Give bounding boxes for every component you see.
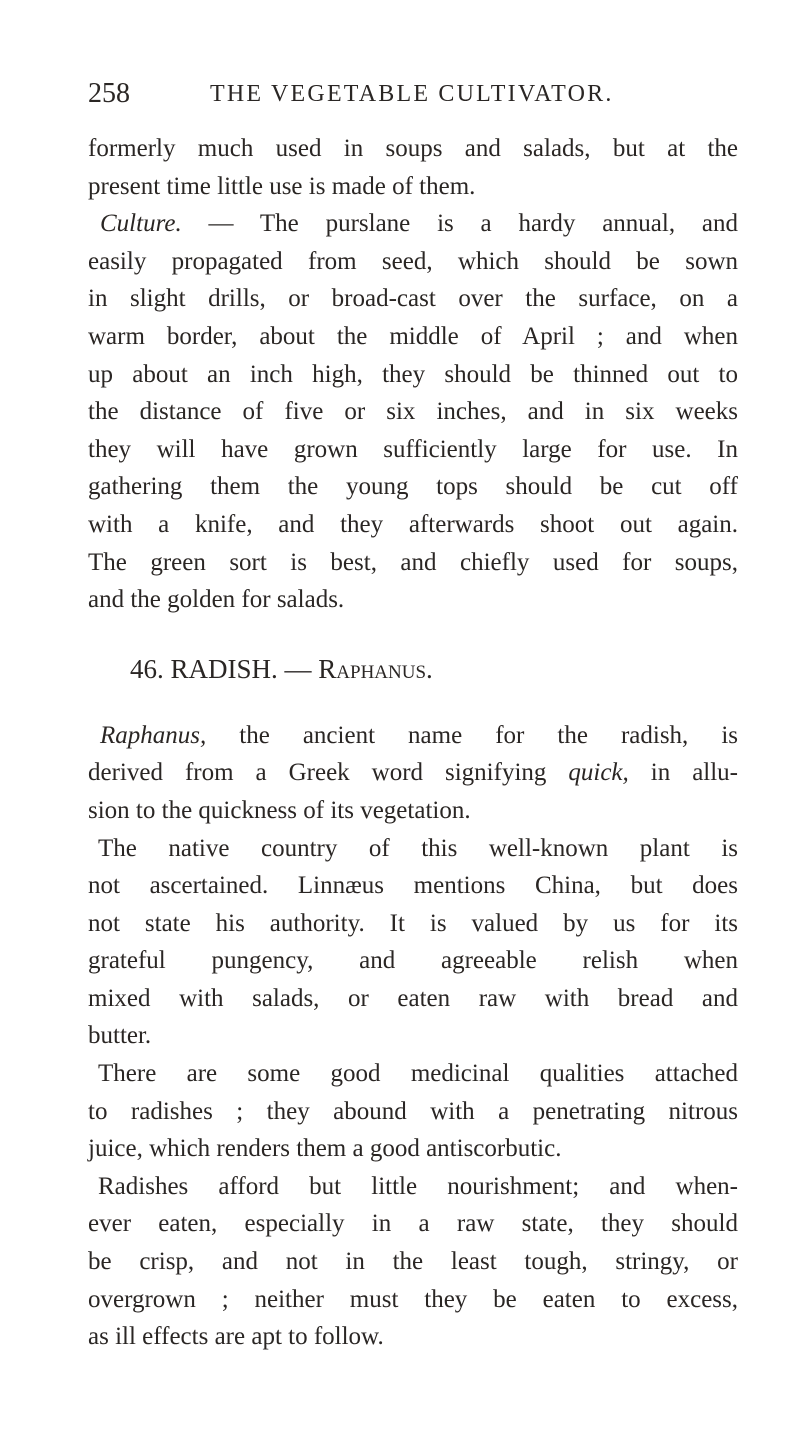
text-line: gathering them the young tops should be cut off — [88, 473, 738, 501]
italic-word: quick, — [568, 759, 629, 787]
text-line: formerly much used in soups and salads, but at the — [88, 135, 738, 162]
text-line: to radishes ; they abound with a penetrating nitrous — [88, 1097, 738, 1125]
text-line: ever eaten, especially in a raw state, they should — [88, 1210, 738, 1238]
section-heading — [88, 641, 738, 697]
text-line: up about an inch high, they should be thinned out to — [88, 360, 738, 388]
culture-label: Culture. — [100, 210, 182, 238]
page-number: 258 — [88, 78, 130, 109]
section-heading-latin: Raphanus. — [318, 653, 433, 684]
text-line: Radishes afford but little nourishment; and when- — [98, 1172, 738, 1200]
text-line: grateful pungency, and agreeable relish when — [88, 947, 738, 975]
section-heading-title: 46. RADISH. — — [130, 653, 319, 684]
text-line: with a knife, and they afterwards shoot out again. — [88, 510, 738, 538]
text-line: mixed with salads, or eaten raw with bread and — [88, 984, 738, 1012]
text-line: present time little use is made of them. — [88, 172, 476, 200]
text-line: juice, which renders them a good antiscorbutic. — [88, 1135, 562, 1163]
text-fragment: the ancient name for the radish, is — [206, 721, 738, 749]
text-line: not state his authority. It is valued by us for its — [88, 909, 738, 937]
text-line: sion to the quickness of its vegetation. — [88, 796, 471, 824]
text-line — [88, 754, 738, 792]
text-line: warm border, about the middle of April ; and when — [88, 322, 738, 350]
text-line: they will have grown sufficiently large for use. In — [88, 435, 738, 463]
text-line: be crisp, and not in the least tough, stringy, or — [88, 1248, 738, 1276]
text-line: overgrown ; neither must they be eaten to excess, — [88, 1285, 738, 1313]
text-line: in slight drills, or broad-cast over the surface, on a — [88, 285, 738, 313]
running-title: THE VEGETABLE CULTIVATOR. — [210, 81, 614, 107]
text-line: not ascertained. Linnæus mentions China, but does — [88, 872, 738, 900]
text-fragment: in allu- — [628, 759, 739, 787]
text-line: There are some good medicinal qualities attached — [98, 1060, 738, 1088]
text-line — [88, 205, 738, 243]
text-line: butter. — [88, 1022, 152, 1050]
text-fragment: derived from a Greek word signifying — [88, 759, 569, 787]
running-head — [88, 72, 728, 116]
text-line — [88, 717, 738, 755]
latin-name: Raphanus, — [100, 721, 207, 749]
text-line: The native country of this well-known plant is — [98, 834, 738, 862]
text-line: the distance of five or six inches, and in six weeks — [88, 398, 738, 426]
text-line: easily propagated from seed, which should be sown — [88, 247, 738, 275]
text-line: The green sort is best, and chiefly used for soups, — [88, 548, 738, 576]
culture-first-line: — The purslane is a hardy annual, and — [181, 210, 738, 238]
body-text — [88, 130, 738, 1356]
text-line: as ill effects are apt to follow. — [88, 1323, 384, 1351]
text-line: and the golden for salads. — [88, 586, 345, 614]
